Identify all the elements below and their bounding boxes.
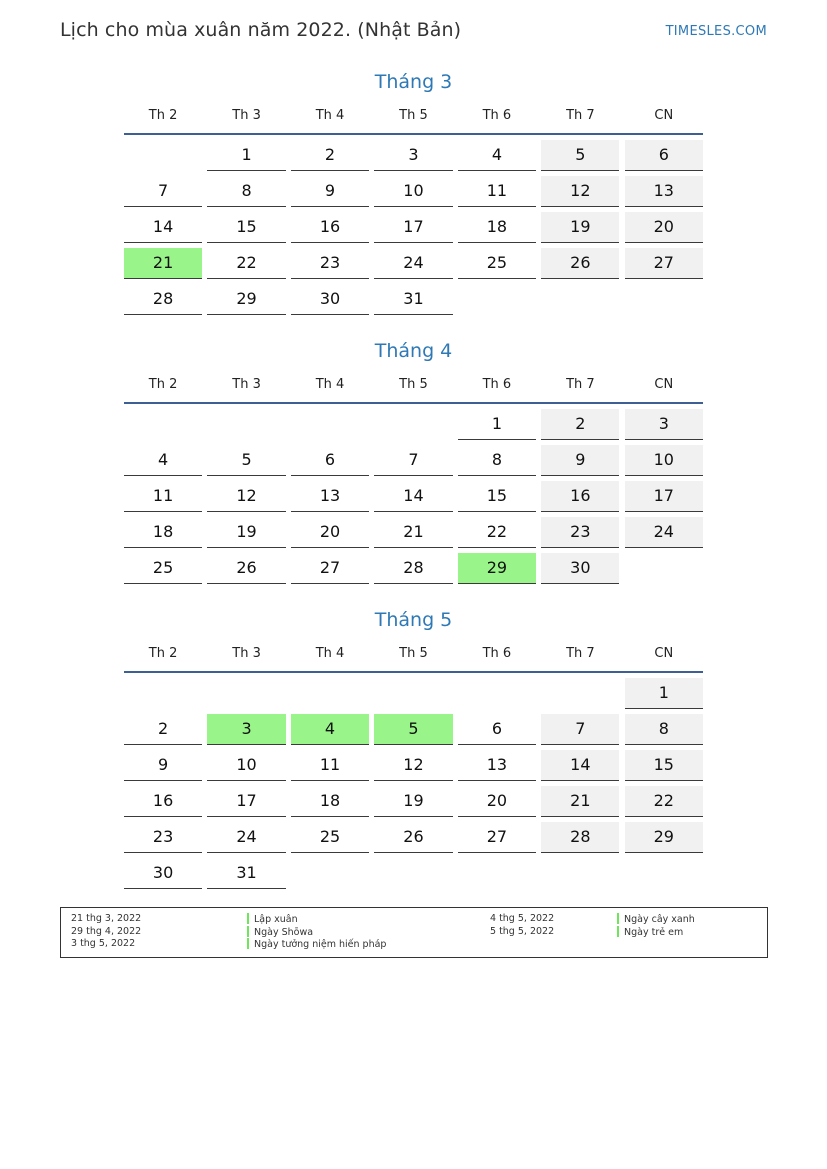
- header-divider: [124, 402, 703, 404]
- day-cell: 11: [291, 750, 369, 781]
- week-row: [124, 140, 703, 171]
- day-cell: 12: [541, 176, 619, 207]
- day-cell: 8: [207, 176, 285, 207]
- empty-day-cell: [541, 858, 619, 889]
- legend-holiday-name: Ngày trẻ em: [624, 926, 684, 938]
- day-cell: 31: [207, 858, 285, 889]
- day-cell: 15: [458, 481, 536, 512]
- day-cell: 18: [291, 786, 369, 817]
- day-cell: 15: [207, 212, 285, 243]
- day-cell: 4: [291, 714, 369, 745]
- legend-date: 5 thg 5, 2022: [490, 925, 555, 937]
- month-title: Tháng 3: [374, 71, 453, 93]
- day-cell: 16: [291, 212, 369, 243]
- month-calendar: [124, 606, 703, 894]
- day-cell: 24: [625, 517, 703, 548]
- legend-dates-right: [490, 913, 554, 938]
- day-cell: 26: [541, 248, 619, 279]
- day-cell: 17: [374, 212, 452, 243]
- day-cell: 13: [291, 481, 369, 512]
- day-cell: 20: [291, 517, 369, 548]
- weekday-header: Th 7: [566, 108, 595, 123]
- weekday-header: Th 7: [566, 646, 595, 661]
- empty-day-cell: [458, 858, 536, 889]
- week-row: [124, 517, 703, 548]
- day-cell: 19: [541, 212, 619, 243]
- day-cell: 29: [625, 822, 703, 853]
- day-cell: 5: [207, 445, 285, 476]
- weekday-header: Th 3: [232, 646, 261, 661]
- day-cell: 4: [124, 445, 202, 476]
- brand-link[interactable]: TIMESLES.COM: [665, 24, 767, 39]
- weekday-header: Th 6: [482, 108, 512, 123]
- day-cell: 27: [458, 822, 536, 853]
- page-title: Lịch cho mùa xuân năm 2022. (Nhật Bản): [60, 19, 462, 41]
- day-cell: 3: [207, 714, 285, 745]
- legend-date: 4 thg 5, 2022: [490, 913, 555, 924]
- day-cell: 16: [541, 481, 619, 512]
- day-cell: 23: [124, 822, 202, 853]
- empty-day-cell: [374, 409, 452, 440]
- weekday-header: CN: [654, 108, 674, 123]
- empty-day-cell: [374, 858, 452, 889]
- weekday-header: Th 6: [482, 377, 512, 392]
- holiday-legend: [60, 907, 768, 958]
- weekday-header: Th 2: [148, 377, 178, 392]
- day-cell: 21: [541, 786, 619, 817]
- day-cell: 30: [541, 553, 619, 584]
- day-cell: 21: [124, 248, 202, 279]
- holiday-color-marker: [617, 913, 619, 924]
- empty-day-cell: [291, 409, 369, 440]
- day-cell: 5: [541, 140, 619, 171]
- month-calendar: [124, 68, 703, 320]
- week-row: [124, 678, 703, 709]
- day-cell: 13: [625, 176, 703, 207]
- legend-names-left: [247, 913, 386, 951]
- weekday-header: Th 2: [148, 108, 178, 123]
- week-row: [124, 786, 703, 817]
- weekday-header: Th 4: [315, 646, 345, 661]
- empty-day-cell: [374, 678, 452, 709]
- day-cell: 22: [625, 786, 703, 817]
- day-cell: 28: [374, 553, 452, 584]
- day-cell: 20: [625, 212, 703, 243]
- weekday-header: CN: [654, 377, 674, 392]
- empty-day-cell: [291, 678, 369, 709]
- week-row: [124, 445, 703, 476]
- weekday-header: Th 4: [315, 108, 345, 123]
- legend-names-right: [617, 913, 695, 938]
- month-title: Tháng 5: [374, 609, 453, 631]
- day-cell: 30: [124, 858, 202, 889]
- empty-day-cell: [291, 858, 369, 889]
- day-cell: 14: [374, 481, 452, 512]
- day-cell: 8: [458, 445, 536, 476]
- day-cell: 27: [625, 248, 703, 279]
- day-cell: 4: [458, 140, 536, 171]
- month-title: Tháng 4: [374, 340, 453, 362]
- day-cell: 6: [625, 140, 703, 171]
- day-cell: 12: [207, 481, 285, 512]
- day-cell: 24: [374, 248, 452, 279]
- week-row: [124, 409, 703, 440]
- day-cell: 30: [291, 284, 369, 315]
- empty-day-cell: [458, 284, 536, 315]
- weekday-header: Th 5: [399, 646, 428, 661]
- holiday-color-marker: [247, 913, 249, 924]
- weekday-header: Th 7: [566, 377, 595, 392]
- day-cell: 22: [458, 517, 536, 548]
- week-row: [124, 553, 703, 584]
- day-cell: 13: [458, 750, 536, 781]
- day-cell: 6: [458, 714, 536, 745]
- weekday-header: Th 3: [232, 108, 261, 123]
- weekday-header-row: [124, 644, 703, 664]
- week-row: [124, 284, 703, 315]
- day-cell: 10: [625, 445, 703, 476]
- day-cell: 2: [541, 409, 619, 440]
- legend-date: 3 thg 5, 2022: [71, 938, 136, 949]
- week-row: [124, 858, 703, 889]
- day-cell: 26: [374, 822, 452, 853]
- week-row: [124, 481, 703, 512]
- weekday-header: Th 6: [482, 646, 512, 661]
- legend-holiday-name: Ngày tưởng niệm hiến pháp: [254, 939, 387, 950]
- day-cell: 17: [625, 481, 703, 512]
- day-cell: 23: [291, 248, 369, 279]
- day-cell: 21: [374, 517, 452, 548]
- day-cell: 7: [541, 714, 619, 745]
- day-cell: 10: [374, 176, 452, 207]
- day-cell: 9: [124, 750, 202, 781]
- empty-day-cell: [124, 140, 202, 171]
- day-cell: 29: [207, 284, 285, 315]
- legend-holiday-item: [617, 913, 695, 926]
- week-row: [124, 822, 703, 853]
- empty-day-cell: [625, 553, 703, 584]
- holiday-color-marker: [247, 938, 249, 949]
- day-cell: 20: [458, 786, 536, 817]
- day-cell: 18: [124, 517, 202, 548]
- day-cell: 22: [207, 248, 285, 279]
- day-cell: 3: [625, 409, 703, 440]
- day-cell: 10: [207, 750, 285, 781]
- weekday-header-row: [124, 106, 703, 126]
- day-cell: 9: [541, 445, 619, 476]
- day-cell: 2: [124, 714, 202, 745]
- legend-holiday-item: [617, 926, 695, 939]
- legend-holiday-item: [247, 926, 386, 939]
- header-divider: [124, 133, 703, 135]
- weekday-header-row: [124, 375, 703, 395]
- empty-day-cell: [207, 678, 285, 709]
- day-cell: 9: [291, 176, 369, 207]
- weekday-header: CN: [654, 646, 674, 661]
- week-row: [124, 750, 703, 781]
- week-row: [124, 212, 703, 243]
- day-cell: 28: [541, 822, 619, 853]
- day-cell: 19: [374, 786, 452, 817]
- day-cell: 1: [207, 140, 285, 171]
- day-cell: 12: [374, 750, 452, 781]
- day-cell: 14: [124, 212, 202, 243]
- day-cell: 11: [458, 176, 536, 207]
- day-cell: 26: [207, 553, 285, 584]
- day-cell: 15: [625, 750, 703, 781]
- empty-day-cell: [124, 409, 202, 440]
- legend-holiday-name: Ngày Shōwa: [254, 926, 314, 938]
- weeks: [124, 140, 703, 315]
- day-cell: 7: [374, 445, 452, 476]
- header-divider: [124, 671, 703, 673]
- week-row: [124, 248, 703, 279]
- day-cell: 2: [291, 140, 369, 171]
- day-cell: 23: [541, 517, 619, 548]
- legend-holiday-item: [247, 938, 386, 951]
- day-cell: 7: [124, 176, 202, 207]
- day-cell: 31: [374, 284, 452, 315]
- week-row: [124, 714, 703, 745]
- empty-day-cell: [625, 284, 703, 315]
- day-cell: 24: [207, 822, 285, 853]
- day-cell: 11: [124, 481, 202, 512]
- empty-day-cell: [541, 284, 619, 315]
- weekday-header: Th 2: [148, 646, 178, 661]
- weekday-header: Th 5: [399, 377, 428, 392]
- weeks: [124, 678, 703, 889]
- month-calendar: [124, 337, 703, 589]
- empty-day-cell: [124, 678, 202, 709]
- day-cell: 5: [374, 714, 452, 745]
- day-cell: 16: [124, 786, 202, 817]
- day-cell: 25: [291, 822, 369, 853]
- day-cell: 19: [207, 517, 285, 548]
- day-cell: 25: [458, 248, 536, 279]
- legend-holiday-item: [247, 913, 386, 926]
- legend-dates-left: [71, 913, 141, 951]
- day-cell: 1: [625, 678, 703, 709]
- day-cell: 6: [291, 445, 369, 476]
- week-row: [124, 176, 703, 207]
- legend-holiday-name: Lập xuân: [254, 914, 298, 925]
- legend-date: 21 thg 3, 2022: [71, 913, 142, 924]
- weekday-header: Th 5: [399, 108, 428, 123]
- day-cell: 14: [541, 750, 619, 781]
- day-cell: 3: [374, 140, 452, 171]
- empty-day-cell: [625, 858, 703, 889]
- day-cell: 29: [458, 553, 536, 584]
- day-cell: 18: [458, 212, 536, 243]
- weeks: [124, 409, 703, 584]
- day-cell: 28: [124, 284, 202, 315]
- empty-day-cell: [541, 678, 619, 709]
- legend-holiday-name: Ngày cây xanh: [624, 914, 695, 925]
- holiday-color-marker: [617, 926, 619, 937]
- weekday-header: Th 3: [232, 377, 261, 392]
- day-cell: 27: [291, 553, 369, 584]
- day-cell: 8: [625, 714, 703, 745]
- empty-day-cell: [207, 409, 285, 440]
- weekday-header: Th 4: [315, 377, 345, 392]
- day-cell: 17: [207, 786, 285, 817]
- holiday-color-marker: [247, 926, 249, 937]
- day-cell: 1: [458, 409, 536, 440]
- legend-date: 29 thg 4, 2022: [71, 925, 142, 937]
- day-cell: 25: [124, 553, 202, 584]
- empty-day-cell: [458, 678, 536, 709]
